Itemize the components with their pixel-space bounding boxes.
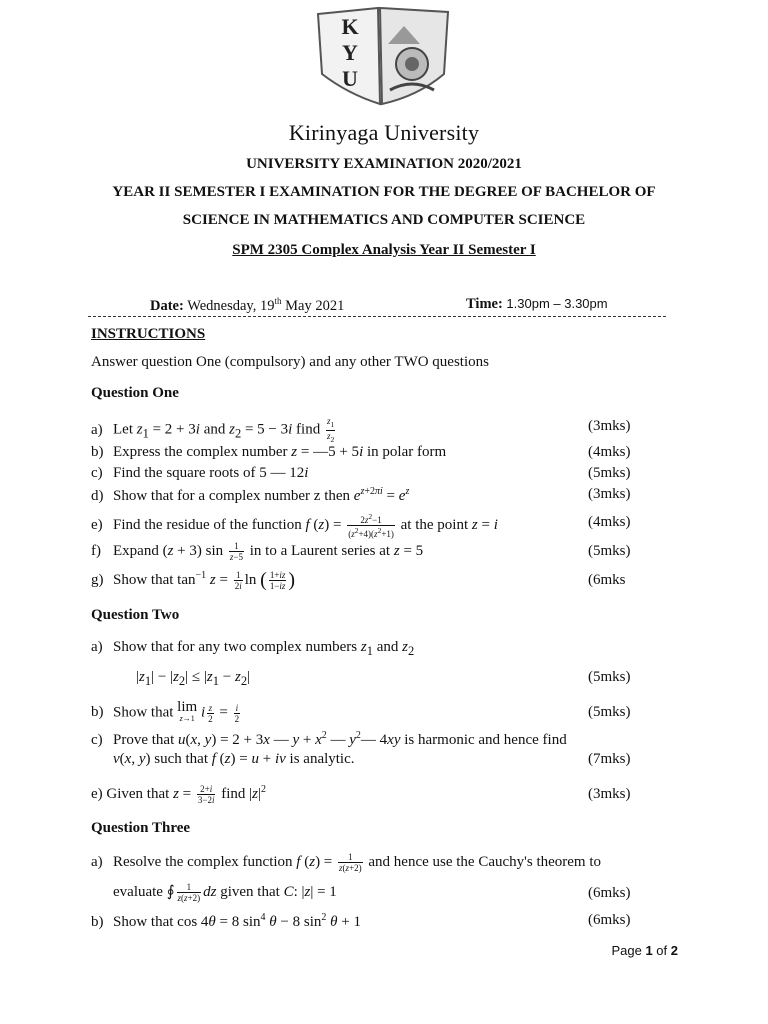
q1-f: f) Expand (z + 3) sin $\frac{1}{z-5}$ in to a Laurent series at z = 5 [91, 541, 424, 562]
date-value: Wednesday, 19th May 2021 [187, 296, 345, 314]
q3-b: b) Show that cos 4θ = 8 $\sin^4 \theta - 8$ $\sin^2 \theta + 1$ [91, 912, 361, 930]
q1-g: g) Show that $\tan^{-1} z$ = $\frac{1}{2i}$ ln ( $\frac{1+iz}{1-iz}$ ) [91, 569, 296, 591]
q3-a-marks: (6mks) [588, 885, 631, 901]
svg-text:K: K [341, 14, 359, 39]
q1-d: d) Show that for a complex number z then $e^{z+2\pi i} = e^z$ [91, 486, 410, 504]
question-three-heading: Question Three [91, 820, 191, 836]
instructions-heading: INSTRUCTIONS [91, 326, 206, 342]
divider [88, 316, 666, 317]
q2-e: e) Given that z = $\frac{2+i}{3-2i}$ find $|z|^2$ [91, 784, 266, 806]
q2-a-inequality: $|z_1| - |z_2| \le |z_1 - z_2|$ [136, 669, 251, 688]
question-two-heading: Question Two [91, 607, 180, 623]
q1-c-marks: (5mks) [588, 465, 631, 481]
degree-line-1: YEAR II SEMESTER I EXAMINATION FOR THE DEGREE OF BACHELOR OF [112, 184, 656, 200]
q2-e-marks: (3mks) [588, 786, 631, 802]
svg-text:U: U [342, 66, 358, 91]
q3-b-marks: (6mks) [588, 912, 631, 928]
q3-a-line2: evaluate ∮ $\frac{1}{z(z+2)}$ dz given that C: |z| = 1 [113, 882, 337, 904]
university-logo [308, 4, 458, 116]
q2-c-marks: (7mks) [588, 751, 631, 767]
q2-a: a) Show that for any two complex numbers $z_1$ and $z_2$ [91, 639, 415, 658]
q1-c: c) Find the square roots of 5 — 12i [91, 465, 309, 481]
course-title: SPM 2305 Complex Analysis Year II Semester I [232, 242, 536, 258]
q2-b: b) Show that lim z→1 i $\frac{z}{2}$ = $\frac{i}{2}$ [91, 699, 240, 724]
q1-b-marks: (4mks) [588, 444, 631, 460]
q1-f-marks: (5mks) [588, 543, 631, 559]
q1-b: b) Express the complex number z = —5 + 5i in polar form [91, 444, 447, 460]
time-value: 1.30pm – 3.30pm [506, 296, 608, 311]
q1-a-marks: (3mks) [588, 418, 631, 434]
q2-c-line2: v(x, y) such that f (z) = u + iv is analytic. [113, 751, 355, 767]
question-one-heading: Question One [91, 385, 179, 401]
time-line [466, 296, 608, 313]
q1-a: a) Let $z_1 = 2 + 3i$ and $z_2 = 5 - 3i$ find $\frac{z_1}{z_2}$ [91, 416, 335, 444]
q1-g-marks: (6mks [588, 572, 626, 588]
university-name: Kirinyaga University [288, 120, 480, 145]
date-label: Date: [150, 297, 184, 314]
degree-line-2: SCIENCE IN MATHEMATICS AND COMPUTER SCIENCE [182, 212, 586, 228]
q2-a-marks: (5mks) [588, 669, 631, 685]
q2-c: c) Prove that u(x, y) = 2 + 3x — $y + x^2$ — $y^2—$ 4xy is harmonic and hence find [91, 730, 567, 748]
time-label: Time: [466, 296, 503, 312]
q1-e-marks: (4mks) [588, 514, 631, 530]
date-line [150, 296, 344, 315]
exam-title: UNIVERSITY EXAMINATION 2020/2021 [246, 156, 522, 172]
instructions-text: Answer question One (compulsory) and any other TWO questions [91, 354, 489, 370]
q1-d-marks: (3mks) [588, 486, 631, 502]
page-number: Page 1 of 2 [611, 943, 678, 958]
q3-a: a) Resolve the complex function f (z) = $\frac{1}{z(z+2)}$ and hence use the Cauchy's theorem to [91, 852, 602, 873]
svg-text:Y: Y [342, 40, 358, 65]
q1-e: e) Find the residue of the function f (z) = $\frac{2z^2-1}{(z^2+4)(z^2+1)}$ at the point z = i [91, 512, 498, 539]
q2-b-marks: (5mks) [588, 704, 631, 720]
